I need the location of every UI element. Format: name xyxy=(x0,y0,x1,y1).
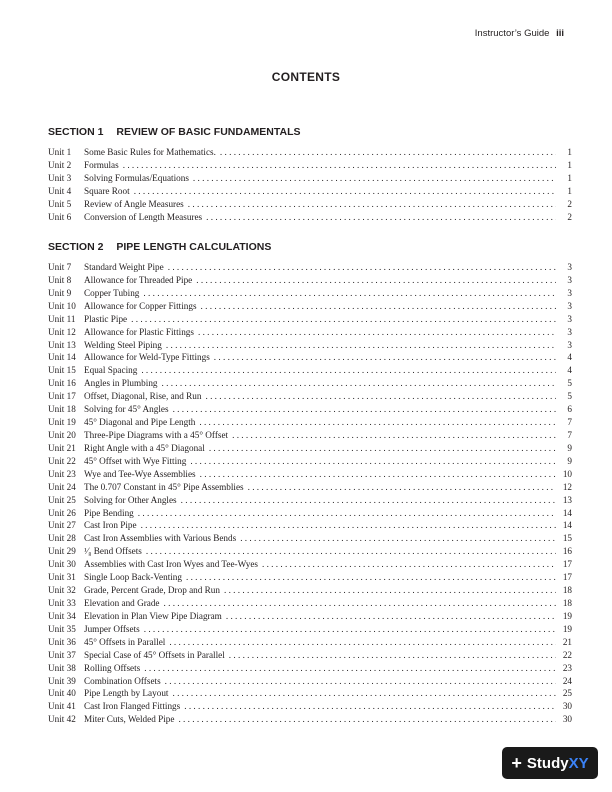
toc-unit-label: Unit 3 xyxy=(48,172,72,183)
toc-entry-title: Cast Iron Assemblies with Various Bends xyxy=(84,533,237,544)
toc-entry xyxy=(48,172,572,185)
toc-unit-label: Unit 21 xyxy=(48,442,76,453)
toc-page-number: 13 xyxy=(562,494,572,505)
toc-page-number: 16 xyxy=(562,546,572,557)
dot-leader xyxy=(220,146,556,159)
toc-unit-label: Unit 14 xyxy=(48,352,76,363)
toc-page-number: 5 xyxy=(567,378,572,389)
toc-entry xyxy=(48,571,572,584)
running-head-page-number: iii xyxy=(556,28,564,39)
toc-entry-title: ¹⁄₈ Bend Offsets xyxy=(84,546,142,557)
dot-leader xyxy=(186,571,556,584)
toc-entry xyxy=(48,700,572,713)
toc-entry-title: Jumper Offsets xyxy=(84,623,140,634)
toc-page-number: 1 xyxy=(567,159,572,170)
toc-entry-title: Equal Spacing xyxy=(84,365,138,376)
section-1 xyxy=(48,126,572,224)
toc-entry xyxy=(48,481,572,494)
toc-entry-title: Solving for Other Angles xyxy=(84,494,177,505)
toc-page-number: 3 xyxy=(567,287,572,298)
toc-page-number: 3 xyxy=(567,274,572,285)
toc-entry-title: Elevation in Plan View Pipe Diagram xyxy=(84,610,222,621)
toc-entry-title: 45° Diagonal and Pipe Length xyxy=(84,417,196,428)
dot-leader xyxy=(240,532,556,545)
section-heading xyxy=(48,126,572,138)
toc-unit-label: Unit 22 xyxy=(48,455,76,466)
dot-leader xyxy=(226,610,556,623)
dot-leader xyxy=(248,481,556,494)
section-number: SECTION 2 xyxy=(48,241,104,253)
toc-unit-label: Unit 7 xyxy=(48,262,72,272)
toc-entry-title: Conversion of Length Measures xyxy=(84,211,203,222)
toc-unit-label: Unit 20 xyxy=(48,429,76,440)
dot-leader xyxy=(196,274,556,287)
toc-unit-label: Unit 1 xyxy=(48,147,72,157)
toc-entry-title: Welding Steel Piping xyxy=(84,339,162,350)
dot-leader xyxy=(188,198,556,211)
toc-entry-title: Pipe Length by Layout xyxy=(84,688,169,699)
toc-unit-label: Unit 10 xyxy=(48,300,76,311)
toc-page-number: 9 xyxy=(567,442,572,453)
toc-page-number: 5 xyxy=(567,391,572,402)
toc-entry xyxy=(48,494,572,507)
toc-entry-title: Three-Pipe Diagrams with a 45° Offset xyxy=(84,429,229,440)
toc-entry-title: Allowance for Copper Fittings xyxy=(84,300,197,311)
toc-page-number: 1 xyxy=(567,147,572,157)
toc-unit-label: Unit 42 xyxy=(48,714,76,725)
toc-unit-label: Unit 30 xyxy=(48,559,76,570)
dot-leader xyxy=(206,211,556,224)
dot-leader xyxy=(232,429,556,442)
toc-entry xyxy=(48,390,572,403)
dot-leader xyxy=(144,623,556,636)
section-2 xyxy=(48,241,572,726)
toc-page-number: 30 xyxy=(562,701,572,712)
dot-leader xyxy=(141,519,556,532)
dot-leader xyxy=(209,442,556,455)
toc-page-number: 19 xyxy=(562,623,572,634)
toc-unit-label: Unit 5 xyxy=(48,198,72,209)
toc-entry xyxy=(48,364,572,377)
dot-leader xyxy=(199,416,556,429)
toc-unit-label: Unit 33 xyxy=(48,597,76,608)
toc-page-number: 9 xyxy=(567,455,572,466)
toc-entry xyxy=(48,519,572,532)
dot-leader xyxy=(143,287,556,300)
dot-leader xyxy=(184,700,556,713)
toc-unit-label: Unit 6 xyxy=(48,211,72,222)
toc-entry-title: Grade, Percent Grade, Drop and Run xyxy=(84,585,220,596)
dot-leader xyxy=(169,636,556,649)
dot-leader xyxy=(123,159,556,172)
toc-unit-label: Unit 26 xyxy=(48,507,76,518)
toc-page-number: 21 xyxy=(562,636,572,647)
toc-entry-title: Offset, Diagonal, Rise, and Run xyxy=(84,391,202,402)
toc-page-number: 30 xyxy=(562,714,572,725)
toc-page-number: 4 xyxy=(567,365,572,376)
studyxy-logo-badge[interactable] xyxy=(502,747,598,779)
dot-leader xyxy=(198,326,556,339)
section-number: SECTION 1 xyxy=(48,126,104,138)
toc-unit-label: Unit 28 xyxy=(48,533,76,544)
toc-entry xyxy=(48,532,572,545)
dot-leader xyxy=(193,172,556,185)
toc-entry-title: The 0.707 Constant in 45° Pipe Assemblies xyxy=(84,481,244,492)
dot-leader xyxy=(166,339,556,352)
toc-page-number: 14 xyxy=(562,520,572,531)
toc-entry-title: Assemblies with Cast Iron Wyes and Tee-Wyes xyxy=(84,559,258,570)
toc-page-number: 1 xyxy=(567,172,572,183)
toc-page-number: 19 xyxy=(562,610,572,621)
toc-entry xyxy=(48,610,572,623)
toc-entry-title: Pipe Bending xyxy=(84,507,134,518)
badge-study-text: Study xyxy=(526,754,569,772)
toc-entry xyxy=(48,300,572,313)
toc-entry xyxy=(48,159,572,172)
toc-page-number: 15 xyxy=(562,533,572,544)
toc-entry-title: Cast Iron Pipe xyxy=(84,520,137,531)
toc-entry-title: Special Case of 45° Offsets in Parallel xyxy=(84,649,225,660)
toc-entry xyxy=(48,468,572,481)
section-name: PIPE LENGTH CALCULATIONS xyxy=(116,241,272,253)
toc-unit-label: Unit 9 xyxy=(48,287,72,298)
toc-page-number: 17 xyxy=(562,559,572,570)
toc-unit-label: Unit 19 xyxy=(48,417,76,428)
toc-entry-title: Cast Iron Flanged Fittings xyxy=(84,701,181,712)
dot-leader xyxy=(229,649,556,662)
toc-entry xyxy=(48,211,572,224)
toc-entry-title: Copper Tubing xyxy=(84,287,140,298)
toc-entry xyxy=(48,649,572,662)
dot-leader xyxy=(214,351,556,364)
toc-unit-label: Unit 11 xyxy=(48,313,76,324)
toc-entry-title: Single Loop Back-Venting xyxy=(84,572,182,583)
dot-leader xyxy=(168,261,556,274)
toc-unit-label: Unit 8 xyxy=(48,274,72,285)
toc-page-number: 25 xyxy=(562,688,572,699)
toc-page-number: 1 xyxy=(567,185,572,196)
toc-unit-label: Unit 24 xyxy=(48,481,76,492)
toc-entry-title: Standard Weight Pipe xyxy=(84,262,164,272)
toc-entry-title: Some Basic Rules for Mathematics. xyxy=(84,147,216,157)
toc-entry-title: Allowance for Plastic Fittings xyxy=(84,326,194,337)
toc-list xyxy=(48,261,572,726)
toc-entry xyxy=(48,287,572,300)
toc-page-number: 3 xyxy=(567,300,572,311)
toc-entry xyxy=(48,558,572,571)
dot-leader xyxy=(141,364,556,377)
toc-unit-label: Unit 4 xyxy=(48,185,72,196)
toc-entry xyxy=(48,675,572,688)
toc-page-number: 10 xyxy=(562,468,572,479)
toc-list xyxy=(48,146,572,224)
toc-unit-label: Unit 38 xyxy=(48,662,76,673)
toc-unit-label: Unit 41 xyxy=(48,701,76,712)
toc-unit-label: Unit 37 xyxy=(48,649,76,660)
toc-entry-title: Allowance for Threaded Pipe xyxy=(84,274,193,285)
dot-leader xyxy=(164,597,556,610)
toc-unit-label: Unit 32 xyxy=(48,585,76,596)
toc-page-number: 22 xyxy=(562,649,572,660)
toc-unit-label: Unit 34 xyxy=(48,610,76,621)
toc-unit-label: Unit 15 xyxy=(48,365,76,376)
toc-entry-title: Wye and Tee-Wye Assemblies xyxy=(84,468,196,479)
toc-page-number: 18 xyxy=(562,597,572,608)
toc-page-number: 17 xyxy=(562,572,572,583)
section-name: REVIEW OF BASIC FUNDAMENTALS xyxy=(116,126,301,138)
page-title: CONTENTS xyxy=(271,70,341,84)
toc-page-number: 2 xyxy=(567,198,572,209)
toc-page-number: 3 xyxy=(567,262,572,272)
toc-page-number: 24 xyxy=(562,675,572,686)
dot-leader xyxy=(200,468,556,481)
toc-page-number: 14 xyxy=(562,507,572,518)
toc-entry-title: Solving Formulas/Equations xyxy=(84,172,189,183)
toc-entry-title: Angles in Plumbing xyxy=(84,378,158,389)
toc-page-number: 2 xyxy=(567,211,572,222)
toc-entry-title: Combination Offsets xyxy=(84,675,161,686)
toc-page-number: 6 xyxy=(567,404,572,415)
toc-entry xyxy=(48,455,572,468)
toc-entry xyxy=(48,507,572,520)
toc-unit-label: Unit 27 xyxy=(48,520,76,531)
toc-page-number: 23 xyxy=(562,662,572,673)
toc-entry xyxy=(48,442,572,455)
toc-entry xyxy=(48,146,572,159)
toc-unit-label: Unit 36 xyxy=(48,636,76,647)
dot-leader xyxy=(131,313,556,326)
dot-leader xyxy=(173,403,556,416)
dot-leader xyxy=(262,558,556,571)
badge-xy-text: XY xyxy=(568,754,589,772)
toc-entry xyxy=(48,198,572,211)
dot-leader xyxy=(205,390,556,403)
toc-page-number: 12 xyxy=(562,481,572,492)
toc-unit-label: Unit 25 xyxy=(48,494,76,505)
toc-page-number: 3 xyxy=(567,313,572,324)
toc-unit-label: Unit 12 xyxy=(48,326,76,337)
toc-entry-title: Right Angle with a 45° Diagonal xyxy=(84,442,205,453)
toc-entry xyxy=(48,416,572,429)
toc-entry xyxy=(48,377,572,390)
toc-unit-label: Unit 39 xyxy=(48,675,76,686)
toc-entry-title: Square Root xyxy=(84,185,130,196)
toc-entry-title: Solving for 45° Angles xyxy=(84,404,169,415)
dot-leader xyxy=(201,300,556,313)
toc-entry xyxy=(48,636,572,649)
dot-leader xyxy=(172,687,556,700)
running-head xyxy=(475,28,564,39)
toc-entry xyxy=(48,429,572,442)
toc-entry-title: Rolling Offsets xyxy=(84,662,141,673)
toc-entry-title: Review of Angle Measures xyxy=(84,198,184,209)
section-heading xyxy=(48,241,572,253)
toc-unit-label: Unit 13 xyxy=(48,339,76,350)
toc-unit-label: Unit 40 xyxy=(48,688,76,699)
dot-leader xyxy=(178,713,556,726)
toc-entry xyxy=(48,274,572,287)
toc-entry xyxy=(48,713,572,726)
plus-icon: + xyxy=(511,753,522,773)
toc-unit-label: Unit 16 xyxy=(48,378,76,389)
toc-entry xyxy=(48,261,572,274)
dot-leader xyxy=(181,494,556,507)
toc-entry xyxy=(48,662,572,675)
running-head-text: Instructor’s Guide xyxy=(474,28,550,39)
toc-entry xyxy=(48,313,572,326)
toc-entry-title: Allowance for Weld-Type Fittings xyxy=(84,352,210,363)
dot-leader xyxy=(134,185,556,198)
toc-unit-label: Unit 35 xyxy=(48,623,76,634)
toc-entry xyxy=(48,545,572,558)
dot-leader xyxy=(138,507,556,520)
dot-leader xyxy=(144,662,556,675)
toc-page-number: 4 xyxy=(567,352,572,363)
dot-leader xyxy=(190,455,556,468)
toc-entry-title: 45° Offsets in Parallel xyxy=(84,636,166,647)
toc-page-number: 3 xyxy=(567,326,572,337)
dot-leader xyxy=(165,675,556,688)
dot-leader xyxy=(162,377,556,390)
toc-entry xyxy=(48,339,572,352)
toc-unit-label: Unit 2 xyxy=(48,159,72,170)
toc-entry xyxy=(48,185,572,198)
toc-entry-title: Formulas xyxy=(84,159,119,170)
toc-page-number: 3 xyxy=(567,339,572,350)
toc-unit-label: Unit 17 xyxy=(48,391,76,402)
toc-page-number: 18 xyxy=(562,585,572,596)
toc-unit-label: Unit 29 xyxy=(48,546,76,557)
toc-page-number: 7 xyxy=(567,429,572,440)
toc-page-number: 7 xyxy=(567,417,572,428)
toc-unit-label: Unit 23 xyxy=(48,468,76,479)
dot-leader xyxy=(224,584,556,597)
toc-entry-title: 45° Offset with Wye Fitting xyxy=(84,455,187,466)
toc-unit-label: Unit 31 xyxy=(48,572,76,583)
toc-entry xyxy=(48,687,572,700)
toc-entry-title: Elevation and Grade xyxy=(84,597,160,608)
toc-entry xyxy=(48,351,572,364)
toc-entry-title: Plastic Pipe xyxy=(84,313,128,324)
toc-entry xyxy=(48,403,572,416)
toc-entry xyxy=(48,584,572,597)
dot-leader xyxy=(146,545,556,558)
toc-entry xyxy=(48,623,572,636)
toc-entry xyxy=(48,326,572,339)
toc-unit-label: Unit 18 xyxy=(48,404,76,415)
toc-entry-title: Miter Cuts, Welded Pipe xyxy=(84,714,175,725)
toc-entry xyxy=(48,597,572,610)
